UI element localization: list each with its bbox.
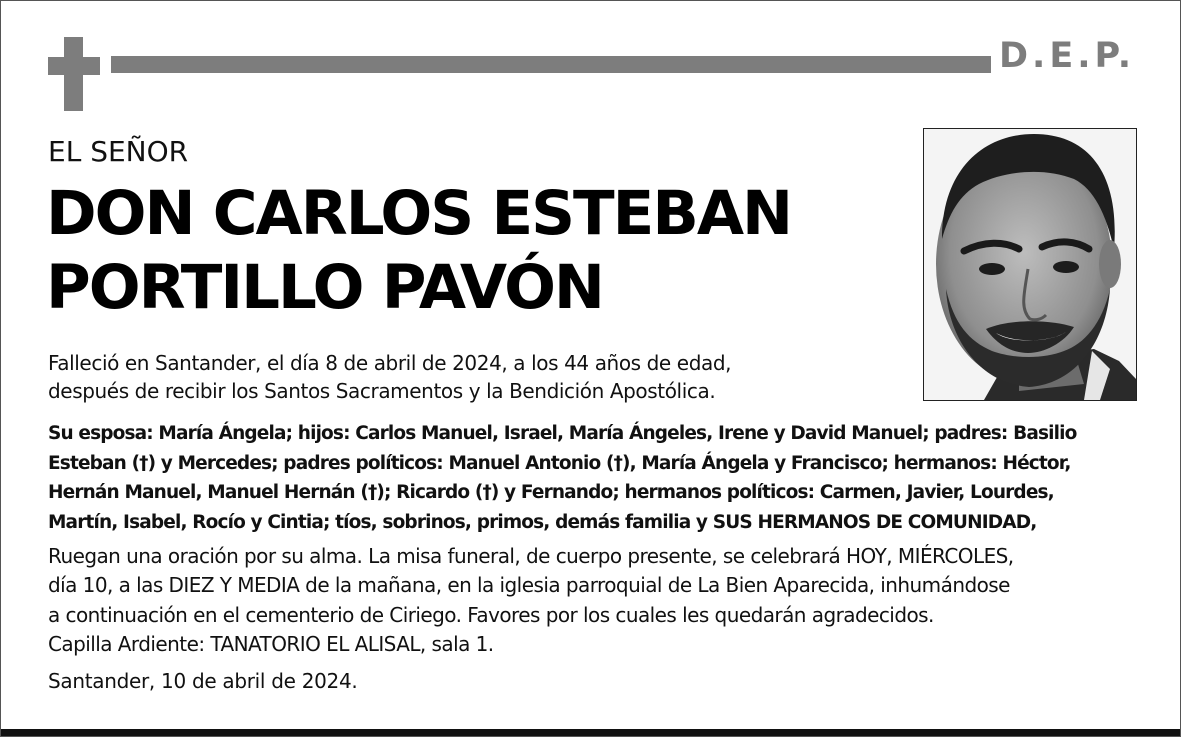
family-line: Martín, Isabel, Rocío y Cintia; tíos, sobrinos, primos, demás familia y SUS HERMANOS DE COMUNIDAD, — [48, 511, 1037, 533]
funeral-line: día 10, a las DIEZ Y MEDIA de la mañana, en la iglesia parroquial de La Bien Aparecida, inhumándose — [48, 573, 1010, 598]
funeral-line: a continuación en el cementerio de Ciriego. Favores por los cuales les quedarán agradecidos. — [48, 602, 934, 627]
family-list — [48, 419, 1138, 537]
dateline: Santander, 10 de abril de 2024. — [48, 669, 358, 693]
portrait-photo — [923, 128, 1137, 401]
funeral-line: Capilla Ardiente: TANATORIO EL ALISAL, sala 1. — [48, 631, 494, 656]
bottom-rule — [1, 729, 1180, 736]
dep-label: D.E.P. — [999, 36, 1136, 76]
header-rule — [111, 56, 991, 73]
family-line: Hernán Manuel, Manuel Hernán (†); Ricardo (†) y Fernando; hermanos políticos: Carmen, Javier, Lourdes, — [48, 482, 1054, 503]
death-line: Falleció en Santander, el día 8 de abril de 2024, a los 44 años de edad, — [48, 351, 732, 375]
name-line-1: DON CARLOS ESTEBAN — [46, 178, 792, 249]
portrait-illustration — [924, 129, 1136, 400]
family-line: Esteban (†) y Mercedes; padres políticos: Manuel Antonio (†), María Ángela y Francisco; hermanos: Héctor, — [48, 452, 1071, 474]
death-line: después de recibir los Santos Sacramentos y la Bendición Apostólica. — [48, 379, 716, 403]
deceased-name — [46, 177, 886, 325]
honorific: EL SEÑOR — [48, 135, 189, 168]
funeral-details — [48, 542, 1138, 659]
latin-cross-icon — [48, 37, 100, 111]
name-line-2: PORTILLO PAVÓN — [46, 252, 603, 323]
death-details — [48, 349, 868, 405]
family-line: Su esposa: María Ángela; hijos: Carlos Manuel, Israel, María Ángeles, Irene y David Manuel; padres: Basilio — [48, 423, 1077, 444]
funeral-line: Ruegan una oración por su alma. La misa funeral, de cuerpo presente, se celebrará HOY, MIÉRCOLES, — [48, 544, 1014, 568]
